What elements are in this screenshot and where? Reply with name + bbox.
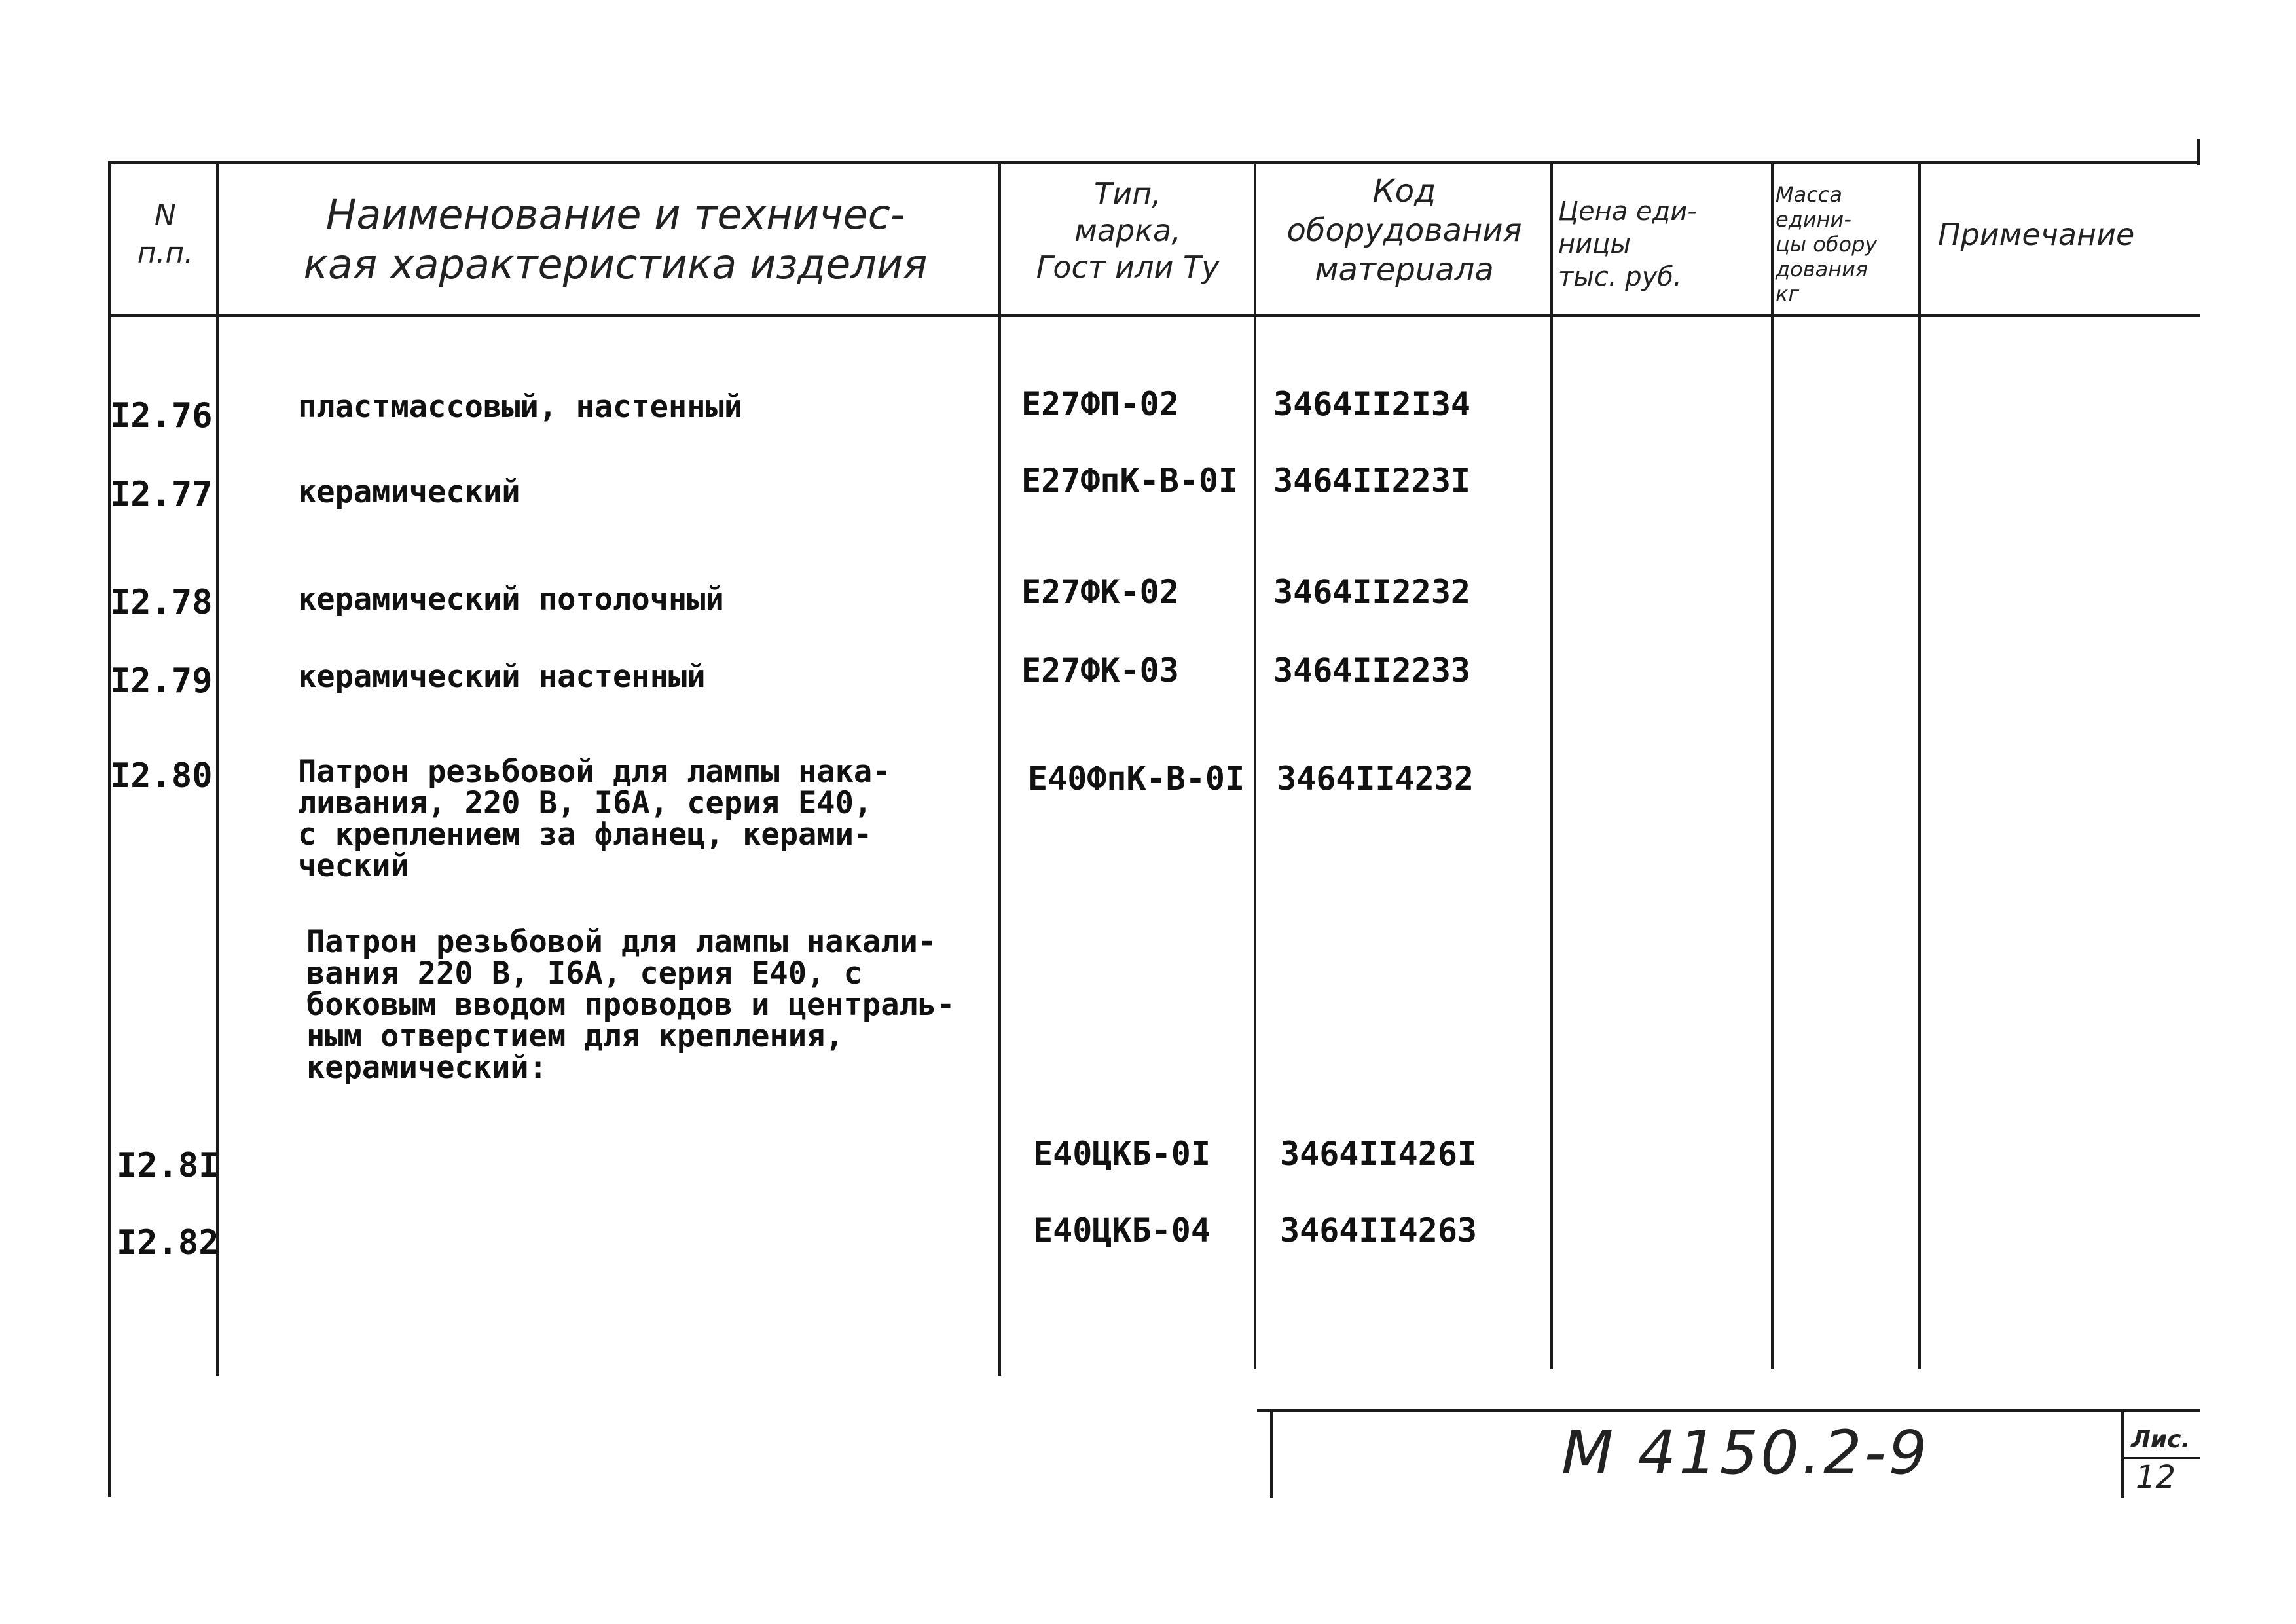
row-type: Е40ФпК-В-0I bbox=[1028, 760, 1245, 798]
row-name: пластмассовый, настенный bbox=[298, 389, 743, 425]
page-left-edge bbox=[108, 161, 111, 1497]
col-divider-6 bbox=[1918, 161, 1921, 1369]
row-type: Е40ЦКБ-04 bbox=[1033, 1211, 1211, 1249]
row-type: Е27ФК-02 bbox=[1021, 573, 1179, 611]
page-right-edge bbox=[2197, 139, 2200, 165]
stamp-left-border bbox=[1270, 1409, 1273, 1498]
document-code: М 4150.2-9 bbox=[1561, 1418, 1930, 1488]
sheet-number: 12 bbox=[2136, 1459, 2176, 1496]
row-type: Е40ЦКБ-0I bbox=[1033, 1135, 1211, 1173]
row-number: I2.78 bbox=[110, 583, 213, 622]
sheet-label: Лис. bbox=[2131, 1426, 2191, 1453]
row-code: 3464II2232 bbox=[1273, 573, 1471, 611]
row-number: I2.80 bbox=[110, 756, 213, 796]
row-name: керамический bbox=[298, 474, 520, 510]
row-type: Е27ФпК-В-0I bbox=[1021, 462, 1239, 500]
row-type: Е27ФП-02 bbox=[1021, 385, 1179, 423]
col-divider-1 bbox=[216, 161, 219, 1376]
row-name: Патрон резьбовой для лампы накали- вания 220 В, I6А, серия Е40, с боковым вводом проводов и централь- ным отверстием для крепления, керамический: bbox=[306, 924, 955, 1086]
header-type: Тип, марка, Гост или Ту bbox=[1036, 176, 1220, 285]
row-number: I2.79 bbox=[110, 661, 213, 701]
col-divider-5 bbox=[1771, 161, 1774, 1369]
row-number: I2.77 bbox=[110, 475, 213, 514]
row-name: керамический настенный bbox=[298, 659, 706, 695]
header-price: Цена еди- ницы тыс. руб. bbox=[1558, 196, 1697, 292]
row-number: I2.82 bbox=[117, 1223, 219, 1263]
header-note: Примечание bbox=[1938, 217, 2135, 252]
stamp-top-border bbox=[1257, 1409, 2200, 1412]
header-bottom-border bbox=[108, 314, 2200, 317]
col-divider-2 bbox=[998, 161, 1001, 1376]
row-code: 3464II426I bbox=[1280, 1135, 1478, 1173]
row-code: 3464II4232 bbox=[1277, 760, 1474, 798]
header-code: Код оборудования матерuала bbox=[1286, 173, 1522, 288]
header-number: N п.п. bbox=[137, 198, 194, 270]
row-code: 3464II2233 bbox=[1273, 652, 1471, 690]
row-name: керамический потолочный bbox=[298, 581, 724, 618]
col-divider-3 bbox=[1254, 161, 1256, 1369]
row-code: 3464II2I34 bbox=[1273, 385, 1471, 423]
stamp-sheet-divider bbox=[2121, 1409, 2124, 1498]
row-name: Патрон резьбовой для лампы нака- ливания, 220 В, I6А, серия Е40, с креплением за фланец, керами- ческий bbox=[298, 754, 891, 884]
row-type: Е27ФК-03 bbox=[1021, 652, 1179, 690]
row-code: 3464II223I bbox=[1273, 462, 1471, 500]
table-top-border bbox=[108, 161, 2200, 164]
row-number: I2.76 bbox=[110, 396, 213, 435]
row-number: I2.8I bbox=[117, 1146, 219, 1185]
col-divider-4 bbox=[1550, 161, 1553, 1369]
header-name: Наименование и техничес- кая характеристика изделия bbox=[303, 191, 928, 288]
row-code: 3464II4263 bbox=[1280, 1211, 1478, 1249]
header-mass: Масса едини- цы обору дования кг bbox=[1776, 182, 1878, 306]
